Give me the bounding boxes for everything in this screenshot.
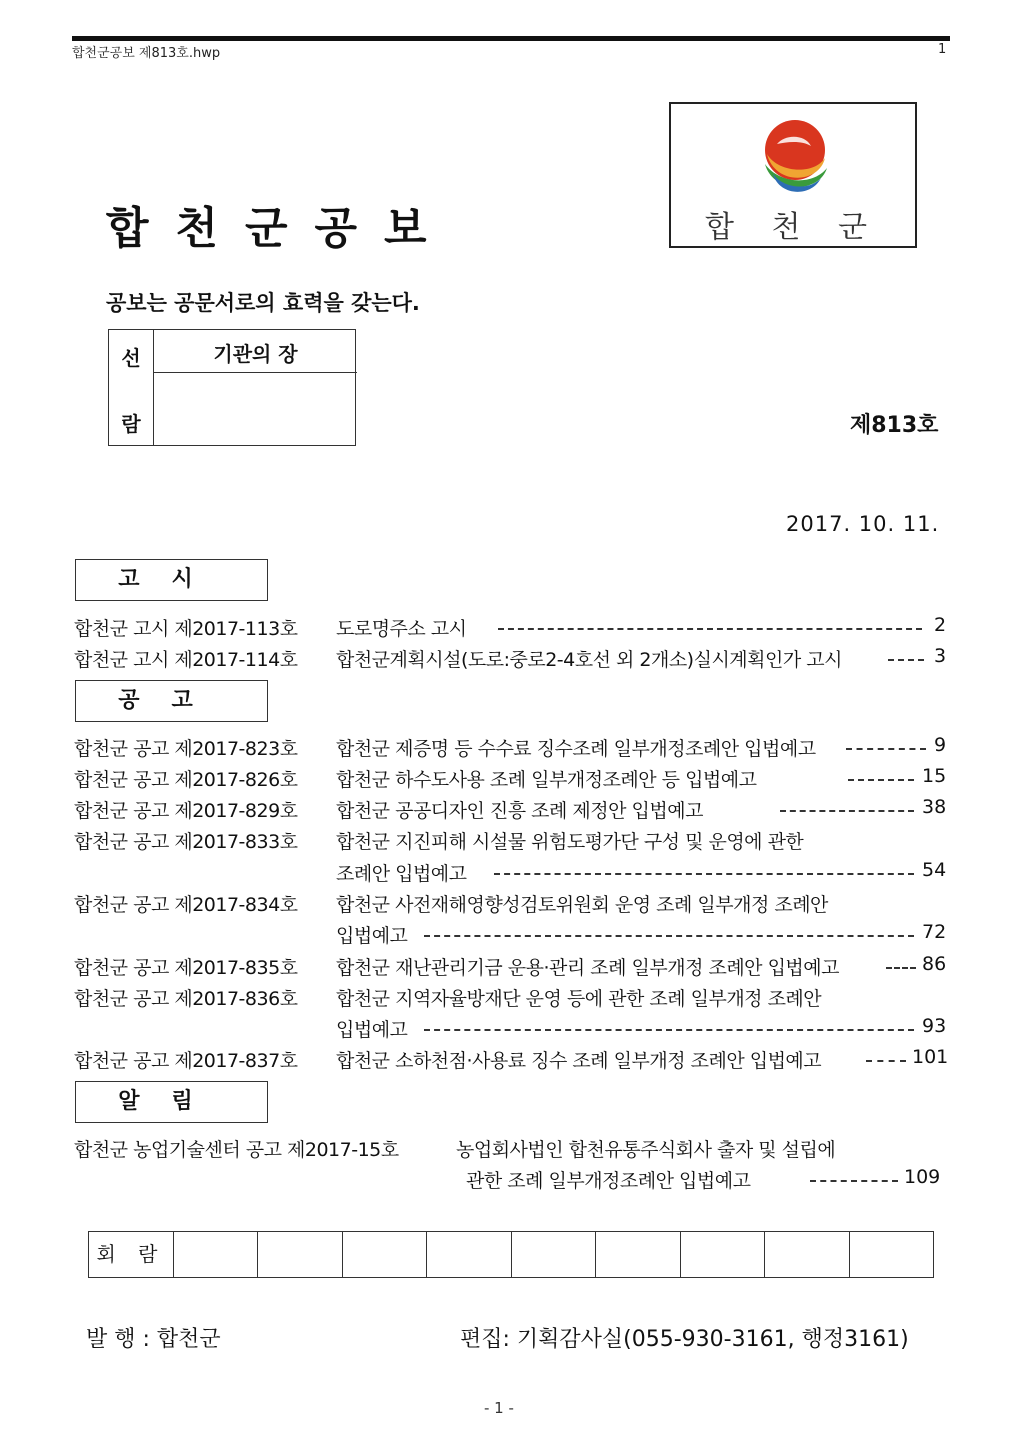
toc-leader [886,967,916,969]
toc-leader [866,1060,906,1062]
toc-page: 109 [904,1166,941,1188]
file-name: 합천군공보 제813호.hwp [72,46,221,61]
page-title: 합천군공보 [106,203,454,254]
toc-leader [498,628,922,630]
toc-ref: 합천군 공고 제2017-833호 [74,831,298,853]
toc-title: 합천군 제증명 등 수수료 징수조례 일부개정조례안 입법예고 [336,738,816,760]
header-page-number: 1 [938,42,947,57]
circulation-sign-table [88,1231,934,1278]
toc-title-cont: 입법예고 [336,1019,408,1041]
toc-ref: 합천군 농업기술센터 공고 제2017-15호 [74,1139,399,1161]
toc-leader [424,1029,914,1031]
review-header: 기관의 장 [213,342,298,366]
sign-cell[interactable] [258,1232,342,1277]
toc-title: 합천군 소하천점·사용료 징수 조례 일부개정 조례안 입법예고 [336,1050,822,1072]
toc-ref: 합천군 공고 제2017-835호 [74,957,298,979]
toc-ref: 합천군 공고 제2017-826호 [74,769,298,791]
toc-title-cont: 입법예고 [336,925,408,947]
review-label-bottom: 람 [121,412,141,436]
section-gosi-title: 고시 [75,559,268,601]
toc-ref: 합천군 공고 제2017-837호 [74,1050,298,1072]
toc-page: 86 [922,953,947,975]
county-emblem-icon [753,114,837,198]
toc-ref: 합천군 공고 제2017-823호 [74,738,298,760]
sign-cell[interactable] [174,1232,258,1277]
sign-cell[interactable] [850,1232,933,1277]
toc-title: 합천군 지진피해 시설물 위험도평가단 구성 및 운영에 관한 [336,831,804,853]
review-header-rule [153,372,357,373]
toc-page: 15 [922,765,947,787]
toc-title: 합천군 사전재해영향성검토위원회 운영 조례 일부개정 조례안 [336,894,828,916]
section-gonggo-title: 공고 [75,680,268,722]
toc-ref: 합천군 공고 제2017-836호 [74,988,298,1010]
section-allim-title: 알림 [75,1081,268,1123]
sign-cell[interactable] [681,1232,765,1277]
toc-page: 2 [934,614,947,636]
toc-page: 3 [934,645,947,667]
toc-page: 93 [922,1015,947,1037]
toc-title-cont: 관한 조례 일부개정조례안 입법예고 [466,1170,751,1192]
sign-cell[interactable] [765,1232,849,1277]
toc-page: 101 [912,1046,949,1068]
toc-leader [810,1180,898,1182]
subtitle: 공보는 공문서로의 효력을 갖는다. [106,291,420,315]
toc-title: 농업회사법인 합천유통주식회사 출자 및 설립에 [456,1139,836,1161]
toc-ref: 합천군 고시 제2017-114호 [74,649,298,671]
toc-ref: 합천군 고시 제2017-113호 [74,618,298,640]
toc-page: 9 [934,734,947,756]
sign-cell[interactable] [427,1232,511,1277]
toc-leader [848,779,914,781]
sign-cell[interactable] [512,1232,596,1277]
toc-title: 합천군 하수도사용 조례 일부개정조례안 등 입법예고 [336,769,757,791]
toc-ref: 합천군 공고 제2017-829호 [74,800,298,822]
toc-leader [780,810,914,812]
county-logo-box [669,102,917,248]
sign-cell[interactable] [343,1232,427,1277]
toc-page: 38 [922,796,947,818]
toc-leader [888,659,924,661]
toc-leader [424,935,914,937]
issue-number: 제813호 [850,413,939,438]
county-logo-name: 합 천 군 [704,210,881,245]
toc-title: 합천군계획시설(도로:중로2-4호선 외 2개소)실시계획인가 고시 [336,649,842,671]
editor-contact: 편집: 기획감사실(055-930-3161, 행정3161) [460,1327,909,1352]
issue-date: 2017. 10. 11. [786,512,940,536]
toc-leader [494,873,914,875]
header-rule [72,36,950,41]
review-box [108,329,356,446]
publisher: 발 행 : 합천군 [86,1327,221,1352]
toc-title: 합천군 지역자율방재단 운영 등에 관한 조례 일부개정 조례안 [336,988,822,1010]
toc-title: 도로명주소 고시 [336,618,467,640]
footer-page-number: - 1 - [484,1399,514,1417]
toc-page: 72 [922,921,947,943]
toc-title-cont: 조례안 입법예고 [336,863,467,885]
toc-leader [846,748,926,750]
toc-title: 합천군 공공디자인 진흥 조례 제정안 입법예고 [336,800,703,822]
review-label-top: 선 [121,346,141,370]
toc-title: 합천군 재난관리기금 운용·관리 조례 일부개정 조례안 입법예고 [336,957,839,979]
toc-page: 54 [922,859,947,881]
sign-cell[interactable] [596,1232,680,1277]
circulation-label: 회 람 [89,1232,174,1277]
toc-ref: 합천군 공고 제2017-834호 [74,894,298,916]
